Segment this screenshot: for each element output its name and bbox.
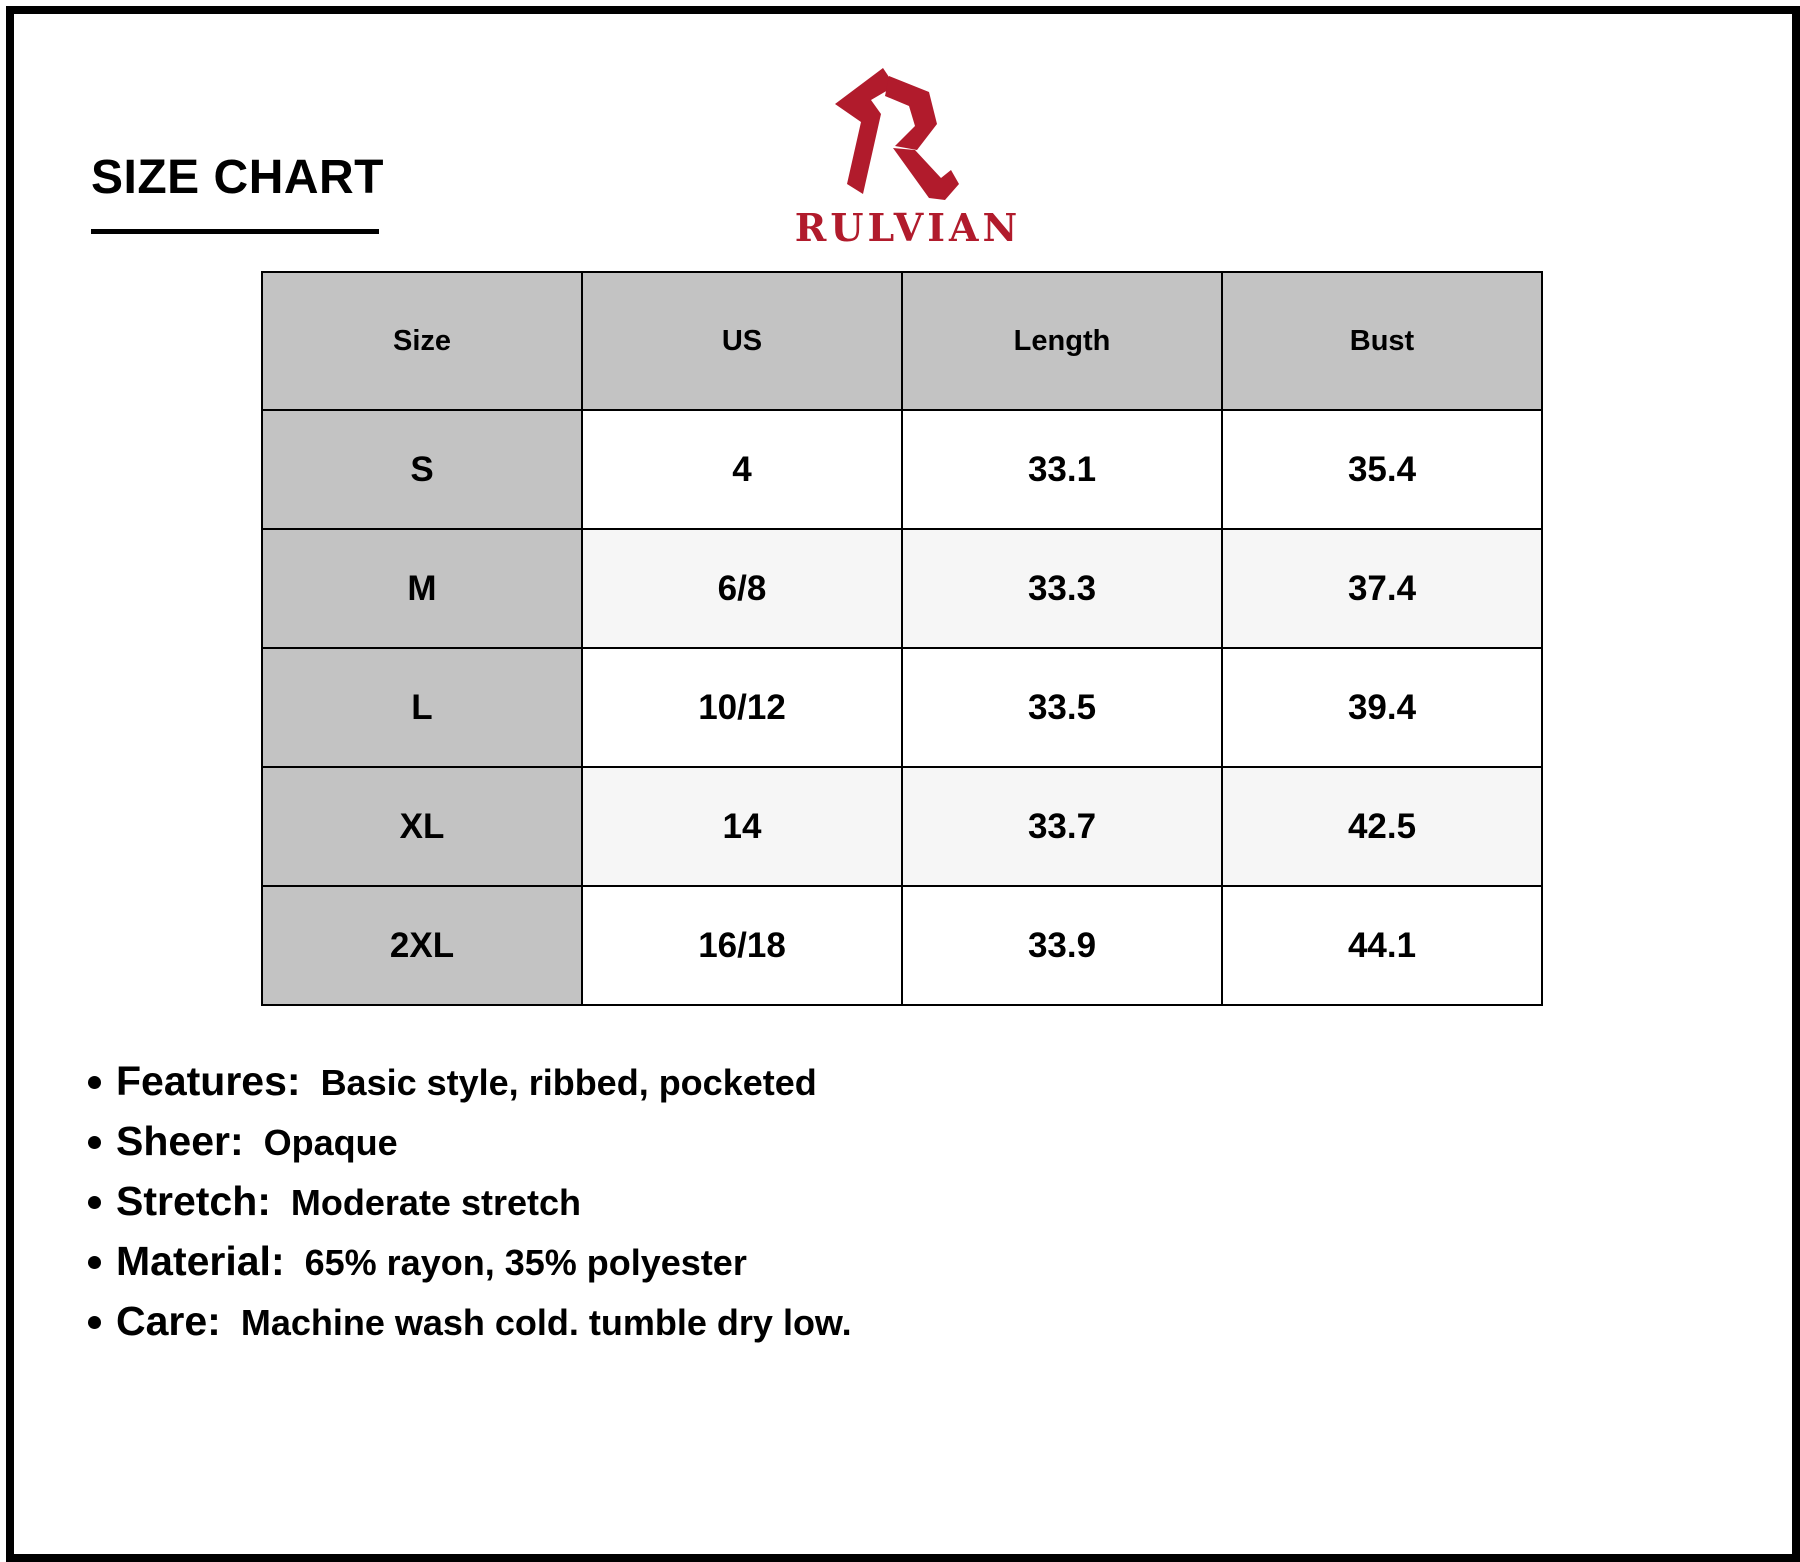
- feature-label: Material:: [116, 1238, 285, 1284]
- bullet-icon: [88, 1136, 101, 1149]
- cell-length: 33.3: [902, 529, 1222, 648]
- cell-length: 33.5: [902, 648, 1222, 767]
- cell-us: 16/18: [582, 886, 902, 1005]
- header-size: Size: [262, 272, 582, 410]
- stylized-r-logo-icon: [833, 66, 973, 201]
- header-length: Length: [902, 272, 1222, 410]
- title-underline: [91, 229, 379, 234]
- feature-item: [88, 1298, 852, 1358]
- cell-us: 10/12: [582, 648, 902, 767]
- table-header-row: [262, 272, 1542, 410]
- feature-value: 65% rayon, 35% polyester: [304, 1242, 747, 1283]
- feature-value: Machine wash cold. tumble dry low.: [240, 1302, 852, 1343]
- bullet-icon: [88, 1316, 101, 1329]
- cell-length: 33.9: [902, 886, 1222, 1005]
- cell-us: 4: [582, 410, 902, 529]
- cell-us: 14: [582, 767, 902, 886]
- bullet-icon: [88, 1196, 101, 1209]
- page-title: SIZE CHART: [91, 151, 384, 204]
- feature-label: Features:: [116, 1058, 301, 1104]
- feature-item: [88, 1238, 852, 1298]
- table-row: [262, 886, 1542, 1005]
- feature-value: Basic style, ribbed, pocketed: [320, 1062, 817, 1103]
- feature-label: Sheer:: [116, 1118, 244, 1164]
- cell-us: 6/8: [582, 529, 902, 648]
- cell-size: 2XL: [262, 886, 582, 1005]
- cell-size: S: [262, 410, 582, 529]
- feature-label: Care:: [116, 1298, 221, 1344]
- bullet-icon: [88, 1256, 101, 1269]
- cell-bust: 44.1: [1222, 886, 1542, 1005]
- cell-bust: 35.4: [1222, 410, 1542, 529]
- feature-item: [88, 1058, 852, 1118]
- cell-size: XL: [262, 767, 582, 886]
- header-us: US: [582, 272, 902, 410]
- table-row: [262, 648, 1542, 767]
- cell-size: M: [262, 529, 582, 648]
- brand-name: RULVIAN: [794, 205, 1022, 250]
- table-row: [262, 767, 1542, 886]
- brand-logo: [768, 60, 1048, 250]
- feature-list: [88, 1058, 852, 1358]
- cell-length: 33.1: [902, 410, 1222, 529]
- feature-value: Opaque: [263, 1122, 398, 1163]
- bullet-icon: [88, 1076, 101, 1089]
- cell-size: L: [262, 648, 582, 767]
- table-row: [262, 410, 1542, 529]
- cell-bust: 37.4: [1222, 529, 1542, 648]
- table-row: [262, 529, 1542, 648]
- feature-item: [88, 1118, 852, 1178]
- feature-value: Moderate stretch: [290, 1182, 581, 1223]
- feature-item: [88, 1178, 852, 1238]
- header-bust: Bust: [1222, 272, 1542, 410]
- cell-length: 33.7: [902, 767, 1222, 886]
- size-table: [261, 271, 1543, 1006]
- cell-bust: 42.5: [1222, 767, 1542, 886]
- cell-bust: 39.4: [1222, 648, 1542, 767]
- feature-label: Stretch:: [116, 1178, 271, 1224]
